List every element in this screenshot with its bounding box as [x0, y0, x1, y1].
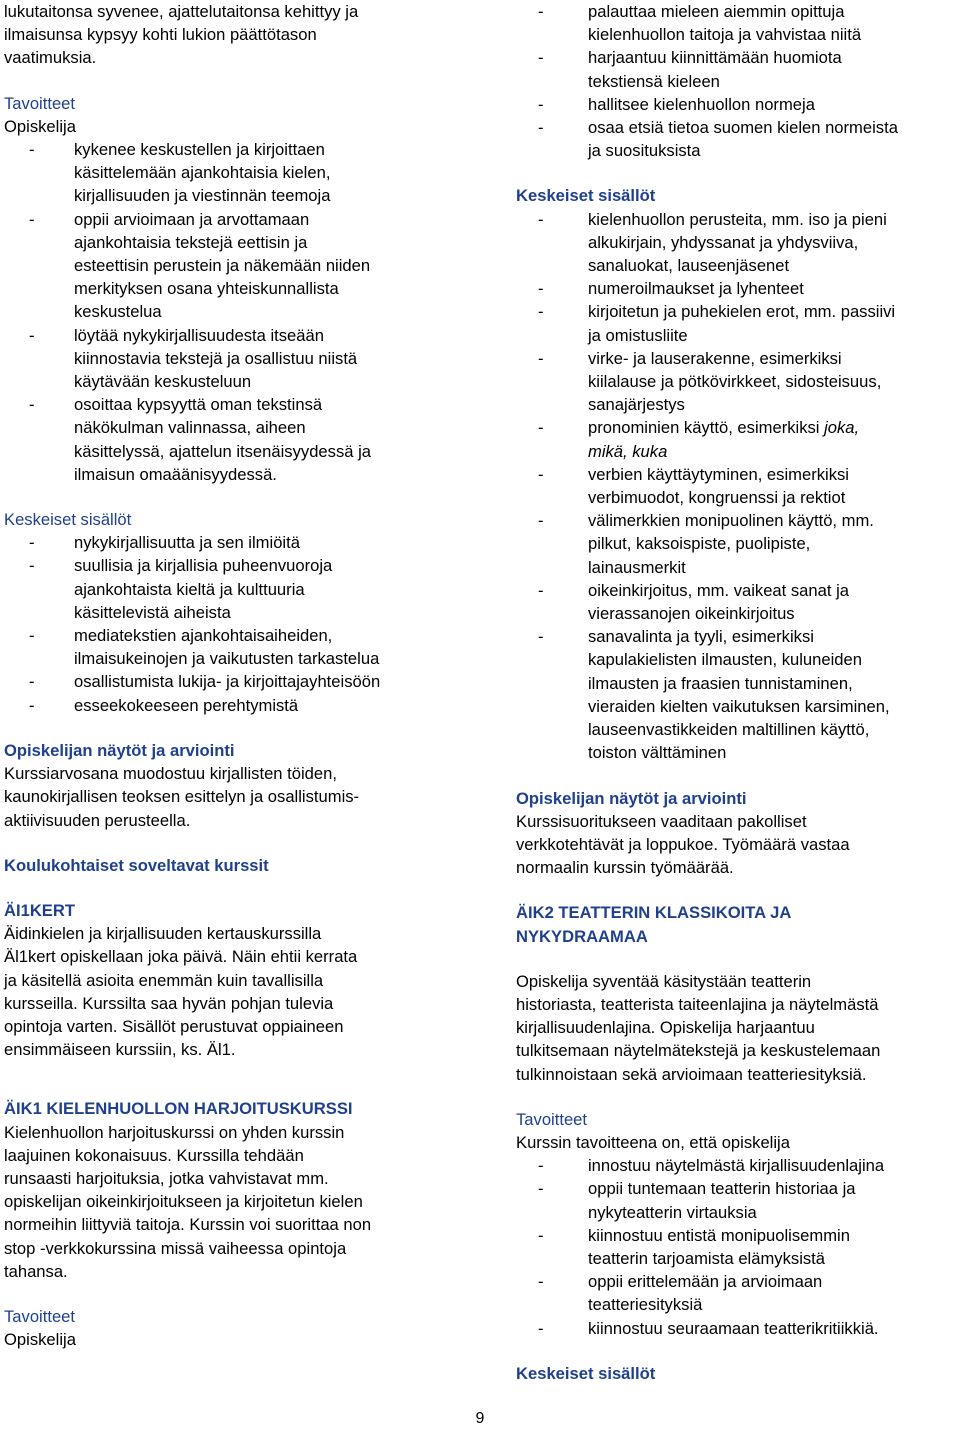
text-line: laajuinen kokonaisuus. Kurssilla tehdään	[4, 1145, 304, 1165]
spacer	[4, 70, 466, 92]
list-item-text: käytävään keskusteluun	[74, 372, 252, 392]
text-line: normaalin kurssin työmäärää.	[516, 858, 734, 878]
text-line: historiasta, teatterista taiteenlajina ja näytelmästä	[516, 994, 879, 1014]
dash-bullet: -	[538, 1272, 544, 1292]
text-line: verkkotehtävät ja loppukoe. Työmäärä vastaa	[516, 834, 850, 854]
list-item-line	[516, 347, 960, 370]
spacer	[4, 877, 466, 899]
list-item	[4, 531, 466, 554]
list-item-text: näkökulman valinnassa, aiheen	[74, 418, 306, 438]
list-item-text: kiinnostuu seuraamaan teatterikritiikkiä.	[588, 1318, 879, 1338]
dash-bullet: -	[29, 325, 35, 345]
text-line: kursseilla. Kurssilta saa hyvän pohjan tulevia	[4, 993, 334, 1013]
page-number: 9	[475, 1410, 485, 1427]
list-item-line	[4, 440, 466, 463]
dash-bullet: -	[538, 1156, 544, 1176]
list-item-line	[4, 578, 466, 601]
spacer	[4, 832, 466, 854]
list-item-text: kirjoitetun ja puhekielen erot, mm. passiivi	[588, 302, 896, 322]
aik2-paragraph	[516, 970, 960, 1086]
ai1kert-paragraph	[4, 922, 466, 1061]
list-item-line	[516, 416, 960, 439]
list-item	[516, 509, 960, 579]
list-item-line	[516, 741, 960, 764]
text-line: Kielenhuollon harjoituskurssi on yhden kurssin	[4, 1122, 345, 1142]
dash-bullet: -	[29, 556, 35, 576]
list-item-text: tekstiensä kieleen	[588, 71, 720, 91]
list-item-text: teatteriesityksiä	[588, 1295, 703, 1315]
text-line: opiskelijan oikeinkirjoitukseen ja kirjoitetun kielen	[4, 1192, 363, 1212]
list-item-line	[516, 1224, 960, 1247]
list-item-text: virke- ja lauserakenne, esimerkiksi	[588, 348, 842, 368]
list-item-text: kielenhuollon perusteita, mm. iso ja pieni	[588, 209, 887, 229]
list-item-line	[516, 463, 960, 486]
list-item-text: vierassanojen oikeinkirjoitus	[588, 604, 795, 624]
list-item-text: esseekokeeseen perehtymistä	[74, 695, 299, 715]
list-item-line	[4, 463, 466, 486]
list-item-line	[516, 0, 960, 23]
text-line: NYKYDRAAMAA	[516, 926, 648, 946]
list-item-line	[516, 46, 960, 69]
list-item-line	[516, 208, 960, 231]
list-item-line	[4, 601, 466, 624]
list-item	[4, 694, 466, 717]
list-item-text: nykykirjallisuutta ja sen ilmiöitä	[74, 533, 300, 553]
list-item-text: suullisia ja kirjallisia puheenvuoroja	[74, 556, 333, 576]
italic-fragment: joka,	[824, 418, 860, 438]
goals-heading-aik2: Tavoitteet	[516, 1109, 588, 1129]
list-item	[4, 324, 466, 394]
list-item-line	[516, 324, 960, 347]
list-item-line	[516, 93, 960, 116]
text-line: ÄIK2 TEATTERIN KLASSIKOITA JA	[516, 903, 792, 923]
list-item-line	[4, 138, 466, 161]
list-item-text: verbimuodot, kongruenssi ja rektiot	[588, 488, 846, 508]
list-item-line	[4, 554, 466, 577]
list-item-text: mikä, kuka	[588, 441, 668, 461]
list-item-text: kiinnostavia tekstejä ja osallistuu niistä	[74, 348, 358, 368]
list-item	[516, 300, 960, 346]
list-item	[516, 93, 960, 116]
list-item-line	[4, 161, 466, 184]
course-title-aik1: ÄIK1 KIELENHUOLLON HARJOITUSKURSSI	[4, 1099, 353, 1119]
list-item-line	[516, 440, 960, 463]
course-title-aik2	[516, 901, 960, 947]
text-line: normeihin liittyviä taitoja. Kurssin voi suorittaa non	[4, 1215, 372, 1235]
list-item	[516, 1270, 960, 1316]
text-line: kirjallisuudenlajina. Opiskelija harjaantuu	[516, 1018, 815, 1038]
list-item	[516, 1177, 960, 1223]
list-item-text: palauttaa mieleen aiemmin opittuja	[588, 2, 845, 21]
list-item-text: osallistumista lukija- ja kirjoittajayhteisöön	[74, 672, 381, 692]
list-item-text: löytää nykykirjallisuudesta itseään	[74, 325, 324, 345]
list-item-line	[516, 300, 960, 323]
list-item-line	[516, 556, 960, 579]
list-item-text: hallitsee kielenhuollon normeja	[588, 94, 815, 114]
list-item-text: oikeinkirjoitus, mm. vaikeat sanat ja	[588, 580, 849, 600]
list-item-line	[516, 1247, 960, 1270]
list-item-line	[4, 694, 466, 717]
goals-list-continued	[516, 0, 960, 162]
list-item-text: mediatekstien ajankohtaisaiheiden,	[74, 626, 333, 646]
dash-bullet: -	[29, 209, 35, 229]
list-item-line	[516, 1154, 960, 1177]
list-item-text: pilkut, kaksoispiste, puolipiste,	[588, 534, 811, 554]
dash-bullet: -	[538, 348, 544, 368]
list-item-text: ajankohtaista kieltä ja kulttuuria	[74, 579, 305, 599]
list-item-text: toiston välttäminen	[588, 743, 727, 763]
list-item-line	[516, 509, 960, 532]
list-item-line	[516, 602, 960, 625]
dash-bullet: -	[29, 672, 35, 692]
spacer	[516, 879, 960, 901]
list-item	[516, 416, 960, 462]
text-line: ilmaisunsa kypsyy kohti lukion päättötason	[4, 25, 317, 45]
list-item-line	[516, 648, 960, 671]
text-line: Opiskelija syventää käsitystään teatterin	[516, 971, 812, 991]
list-item-line	[4, 254, 466, 277]
list-item-text: ajankohtaisia tekstejä eettisin ja	[74, 232, 308, 252]
goals-list-aik2	[516, 1154, 960, 1340]
list-item-line	[4, 416, 466, 439]
list-item-text: nykyteatterin virtauksia	[588, 1202, 757, 1222]
list-item-text: ja suosituksista	[588, 141, 701, 161]
dash-bullet: -	[538, 48, 544, 68]
text-line: opintoja varten. Sisällöt perustuvat oppiaineen	[4, 1016, 344, 1036]
list-item-text: esteettisin perustein ja näkemään niiden	[74, 256, 371, 276]
list-item-line	[516, 23, 960, 46]
list-item-line	[4, 531, 466, 554]
list-item-line	[516, 1270, 960, 1293]
list-item	[4, 138, 466, 208]
list-item-line	[4, 277, 466, 300]
list-item-line	[516, 231, 960, 254]
contents-list-aik1	[516, 208, 960, 765]
list-item-text: numeroilmaukset ja lyhenteet	[588, 279, 804, 299]
spacer	[4, 1283, 466, 1305]
text-line: Kurssiarvosana muodostuu kirjallisten töiden,	[4, 764, 337, 784]
dash-bullet: -	[538, 279, 544, 299]
dash-bullet: -	[29, 533, 35, 553]
list-item-text: oppii erittelemään ja arvioimaan	[588, 1272, 823, 1292]
dash-bullet: -	[538, 118, 544, 138]
goals-heading: Tavoitteet	[4, 93, 76, 113]
list-item-text: ilmaisukeinojen ja vaikutusten tarkastelua	[74, 649, 380, 669]
list-item	[516, 116, 960, 162]
list-item-line	[516, 625, 960, 648]
dash-bullet: -	[538, 1225, 544, 1245]
list-item	[516, 1224, 960, 1270]
list-item-line	[516, 370, 960, 393]
dash-bullet: -	[538, 511, 544, 531]
list-item	[516, 1154, 960, 1177]
text-line: vaatimuksia.	[4, 48, 97, 68]
list-item	[516, 208, 960, 278]
text-line: ensimmäiseen kurssiin, ks. Äl1.	[4, 1040, 236, 1060]
list-item-text: oppii arvioimaan ja arvottamaan	[74, 209, 310, 229]
list-item-text: lainausmerkit	[588, 557, 686, 577]
list-item-line	[516, 277, 960, 300]
spacer	[516, 1086, 960, 1108]
list-item	[4, 393, 466, 486]
list-item-line	[4, 393, 466, 416]
left-column	[4, 0, 466, 1351]
list-item	[516, 277, 960, 300]
goals-subject: Opiskelija	[4, 116, 76, 136]
dash-bullet: -	[538, 1179, 544, 1199]
list-item-text: merkityksen osana yhteiskunnallista	[74, 279, 339, 299]
list-item-text: kirjallisuuden ja viestinnän teemoja	[74, 186, 331, 206]
list-item-text: ilmaisun omaäänisyydessä.	[74, 464, 277, 484]
spacer	[4, 1061, 466, 1083]
list-item-line	[516, 672, 960, 695]
spacer	[516, 765, 960, 787]
list-item-line	[516, 393, 960, 416]
list-item-text: kykenee keskustellen ja kirjoittaen	[74, 140, 325, 160]
dash-bullet: -	[29, 695, 35, 715]
list-item	[516, 463, 960, 509]
list-item	[516, 0, 960, 46]
text-line: Kurssisuoritukseen vaaditaan pakolliset	[516, 811, 807, 831]
text-line: runsaasti harjoituksia, jotka vahvistavat mm.	[4, 1168, 329, 1188]
list-item-text: vieraiden kielten vaikutuksen karsiminen,	[588, 696, 890, 716]
goals2-heading: Tavoitteet	[4, 1306, 76, 1326]
list-item-line	[516, 70, 960, 93]
right-column	[516, 0, 960, 1385]
list-item	[516, 1317, 960, 1340]
list-item-line	[4, 624, 466, 647]
list-item	[4, 670, 466, 693]
spacer	[4, 1083, 466, 1097]
text-line: ja käsitellä asioita enemmän kuin tavallisilla	[4, 970, 324, 990]
contents-heading-aik1: Keskeiset sisällöt	[516, 186, 656, 206]
list-item-text: kiinnostuu entistä monipuolisemmin	[588, 1225, 850, 1245]
spacer	[4, 486, 466, 508]
dash-bullet: -	[29, 626, 35, 646]
list-item-text: välimerkkien monipuolinen käyttö, mm.	[588, 511, 874, 531]
list-item-text: oppii tuntemaan teatterin historiaa ja	[588, 1179, 856, 1199]
text-line: aktiivisuuden perusteella.	[4, 810, 191, 830]
list-item-text: käsittelevistä aiheista	[74, 602, 231, 622]
list-item-line	[516, 1317, 960, 1340]
intro-paragraph	[4, 0, 466, 70]
list-item-text: verbien käyttäytyminen, esimerkiksi	[588, 464, 849, 484]
contents-heading-aik2: Keskeiset sisällöt	[516, 1363, 656, 1383]
list-item-line	[4, 208, 466, 231]
text-line: stop -verkkokurssina missä vaiheessa opintoja	[4, 1238, 347, 1258]
list-item-line	[4, 370, 466, 393]
list-item-text: lauseenvastikkeiden maltillinen käyttö,	[588, 720, 870, 740]
list-item	[516, 347, 960, 417]
text-line: Äl1kert opiskellaan joka päivä. Näin ehtii kerrata	[4, 947, 358, 967]
list-item-line	[516, 718, 960, 741]
course-code-ai1kert: ÄI1KERT	[4, 900, 75, 920]
list-item-text: keskustelua	[74, 302, 162, 322]
assessment-paragraph-aik1	[516, 810, 960, 880]
list-item-text: alkukirjain, yhdyssanat ja yhdysviiva,	[588, 232, 859, 252]
list-item-text: kielenhuollon taitoja ja vahvistaa niitä	[588, 25, 862, 45]
list-item-text: pronominien käyttö, esimerkiksi	[588, 418, 825, 438]
list-item-line	[4, 347, 466, 370]
list-item	[4, 554, 466, 624]
list-item-line	[4, 670, 466, 693]
list-item-text: käsittelemään ajankohtaisia kielen,	[74, 163, 331, 183]
list-item-line	[516, 1177, 960, 1200]
text-line: tulkinnoistaan sekä arvioimaan teatteriesityksiä.	[516, 1064, 867, 1084]
school-courses-heading: Koulukohtaiset soveltavat kurssit	[4, 855, 269, 875]
list-item-line	[516, 695, 960, 718]
assessment-heading: Opiskelijan näytöt ja arviointi	[4, 740, 235, 760]
list-item-text: teatterin tarjoamista elämyksistä	[588, 1248, 826, 1268]
dash-bullet: -	[538, 302, 544, 322]
dash-bullet: -	[538, 418, 544, 438]
list-item-line	[516, 254, 960, 277]
list-item-text: osoittaa kypsyyttä oman tekstinsä	[74, 395, 323, 415]
list-item-line	[516, 1293, 960, 1316]
spacer	[516, 948, 960, 970]
text-line: Äidinkielen ja kirjallisuuden kertauskurssilla	[4, 924, 322, 944]
dash-bullet: -	[538, 94, 544, 114]
list-item-text: osaa etsiä tietoa suomen kielen normeista	[588, 118, 898, 138]
dash-bullet: -	[29, 140, 35, 160]
text-line: kaunokirjallisen teoksen esittelyn ja osallistumis-	[4, 787, 360, 807]
list-item-text: sanajärjestys	[588, 395, 685, 415]
list-item-line	[516, 486, 960, 509]
list-item-line	[4, 231, 466, 254]
dash-bullet: -	[538, 1318, 544, 1338]
list-item	[516, 46, 960, 92]
dash-bullet: -	[538, 580, 544, 600]
list-item-line	[516, 116, 960, 139]
list-item	[4, 208, 466, 324]
list-item-line	[516, 532, 960, 555]
assessment-paragraph	[4, 762, 466, 832]
list-item-line	[516, 139, 960, 162]
list-item-line	[4, 324, 466, 347]
list-item	[516, 579, 960, 625]
list-item-text: käsittelyssä, ajattelun itsenäisyydessä ja	[74, 441, 371, 461]
list-item-line	[516, 1201, 960, 1224]
dash-bullet: -	[538, 464, 544, 484]
dash-bullet: -	[538, 627, 544, 647]
aik1-paragraph	[4, 1121, 466, 1283]
dash-bullet: -	[538, 209, 544, 229]
goals-list	[4, 138, 466, 486]
list-item-line	[4, 647, 466, 670]
spacer	[4, 717, 466, 739]
text-line: lukutaitonsa syvenee, ajattelutaitonsa kehittyy ja	[4, 2, 359, 21]
assessment-heading-aik1: Opiskelijan näytöt ja arviointi	[516, 788, 747, 808]
list-item-text: harjaantuu kiinnittämään huomiota	[588, 48, 842, 68]
goals2-subject: Opiskelija	[4, 1330, 76, 1350]
list-item-text: ja omistusliite	[588, 325, 688, 345]
spacer	[516, 1340, 960, 1362]
text-line: tahansa.	[4, 1261, 68, 1281]
list-item-line	[4, 184, 466, 207]
list-item-text: sanaluokat, lauseenjäsenet	[588, 256, 790, 276]
contents-heading: Keskeiset sisällöt	[4, 510, 132, 530]
goals-intro-aik2: Kurssin tavoitteena on, että opiskelija	[516, 1132, 790, 1152]
list-item-text: kapulakielisten ilmausten, kuluneiden	[588, 650, 862, 670]
list-item	[4, 624, 466, 670]
text-line: tulkitsemaan näytelmätekstejä ja keskustelemaan	[516, 1041, 881, 1061]
list-item-text: kiilalause ja pötkövirkkeet, sidosteisuus,	[588, 372, 882, 392]
contents-list	[4, 531, 466, 717]
list-item-text: ilmausten ja fraasien tunnistaminen,	[588, 673, 853, 693]
list-item-line	[516, 579, 960, 602]
spacer	[516, 162, 960, 184]
list-item-line	[4, 300, 466, 323]
dash-bullet: -	[538, 2, 544, 21]
list-item-text: innostuu näytelmästä kirjallisuudenlajina	[588, 1156, 885, 1176]
list-item	[516, 625, 960, 764]
list-item-text: sanavalinta ja tyyli, esimerkiksi	[588, 627, 814, 647]
dash-bullet: -	[29, 395, 35, 415]
